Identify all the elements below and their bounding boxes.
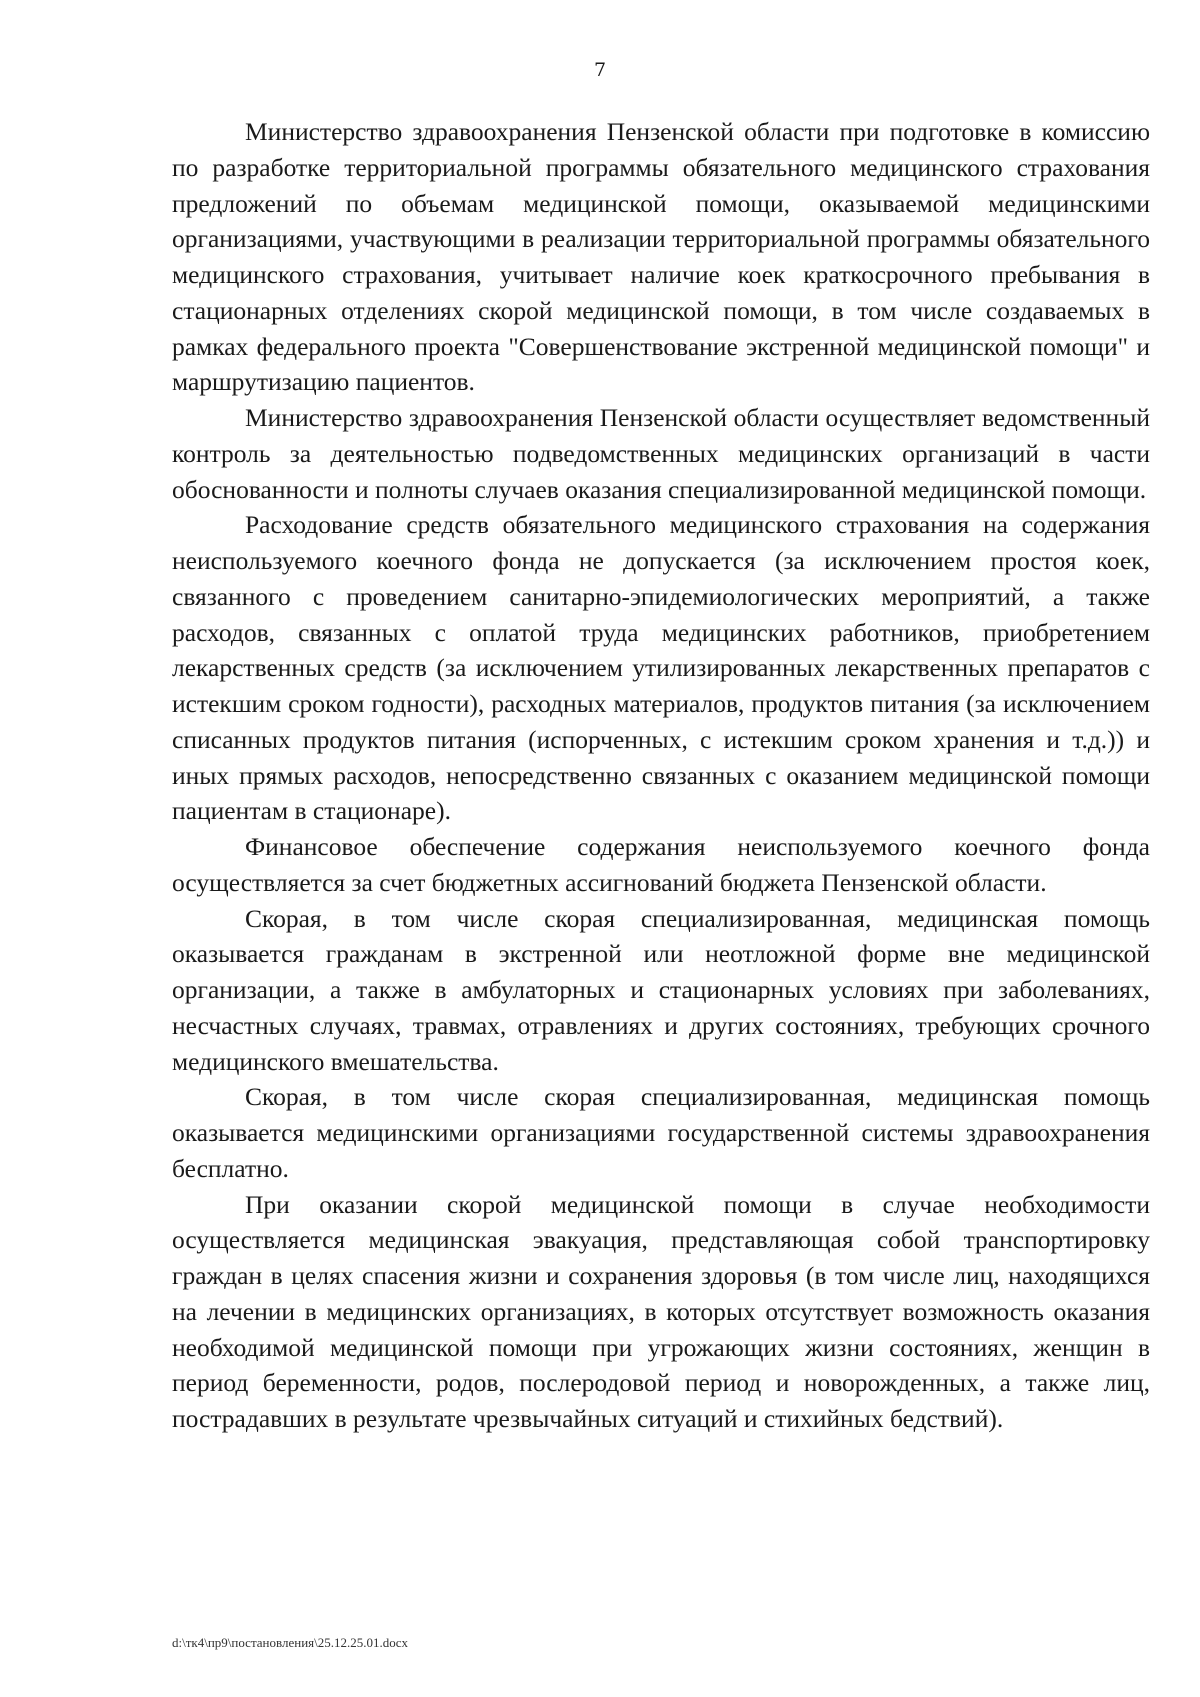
paragraph-budget-financing: Финансовое обеспечение содержания неиспользуемого коечного фонда осуществляется за счет бюджетных ассигнований бюджета Пензенской области. (172, 832, 1150, 897)
paragraph-medical-evacuation: При оказании скорой медицинской помощи в случае необходимости осуществляется медицинская эвакуация, представляющая собой транспортировку граждан в целях спасения жизни и сохранения здоровья (в том числе лиц, находящихся на лечении в медицинских организациях, в которых отсутствует возможность оказания необходимой медицинской помощи при угрожающих жизни состояниях, женщин в период беременности, родов, послеродовой период и новорожденных, а также лиц, пострадавших в результате чрезвычайных ситуаций и стихийных бедствий). (172, 1189, 1150, 1433)
page-number: 7 (593, 59, 607, 81)
footer-file-path: d:\тк4\пр9\постановления\25.12.25.01.docx (172, 1635, 409, 1650)
paragraph-bed-planning: Министерство здравоохранения Пензенской области при подготовке в комиссию по разработке территориальной программы обязательного медицинского страхования предложений по объемам медицинской помощи, оказываемой медицинскими организациями, участвующими в реализации территориальной программы обязательного медицинского страхования, учитывает наличие коек краткосрочного пребывания в стационарных отделениях скорой медицинской помощи, в том числе создаваемых в рамках федерального проекта "Совершенствование экстренной медицинской помощи" и маршрутизацию пациентов. (172, 117, 1150, 397)
paragraph-emergency-care-definition: Скорая, в том числе скорая специализированная, медицинская помощь оказывается гражданам в экстренной или неотложной форме вне медицинской организации, а также в амбулаторных и стационарных условиях при заболеваниях, несчастных случаях, травмах, отравлениях и других состояниях, требующих срочного медицинского вмешательства. (172, 903, 1150, 1076)
paragraph-emergency-care-free: Скорая, в том числе скорая специализированная, медицинская помощь оказывается медицинскими организациями государственной системы здравоохранения бесплатно. (172, 1082, 1150, 1183)
document-body (172, 114, 1150, 1437)
paragraph-departmental-control: Министерство здравоохранения Пензенской области осуществляет ведомственный контроль за деятельностью подведомственных медицинских организаций в части обоснованности и полноты случаев оказания специализированной медицинской помощи. (172, 403, 1150, 504)
paragraph-oms-expenditure: Расходование средств обязательного медицинского страхования на содержания неиспользуемого коечного фонда не допускается (за исключением простоя коек, связанного с проведением санитарно-эпидемиологических мероприятий, а также расходов, связанных с оплатой труда медицинских работников, приобретением лекарственных средств (за исключением утилизированных лекарственных препаратов с истекшим сроком годности), расходных материалов, продуктов питания (за исключением списанных продуктов питания (испорченных, с истекшим сроком хранения и т.д.)) и иных прямых расходов, непосредственно связанных с оказанием медицинской помощи пациентам в стационаре). (172, 510, 1150, 826)
